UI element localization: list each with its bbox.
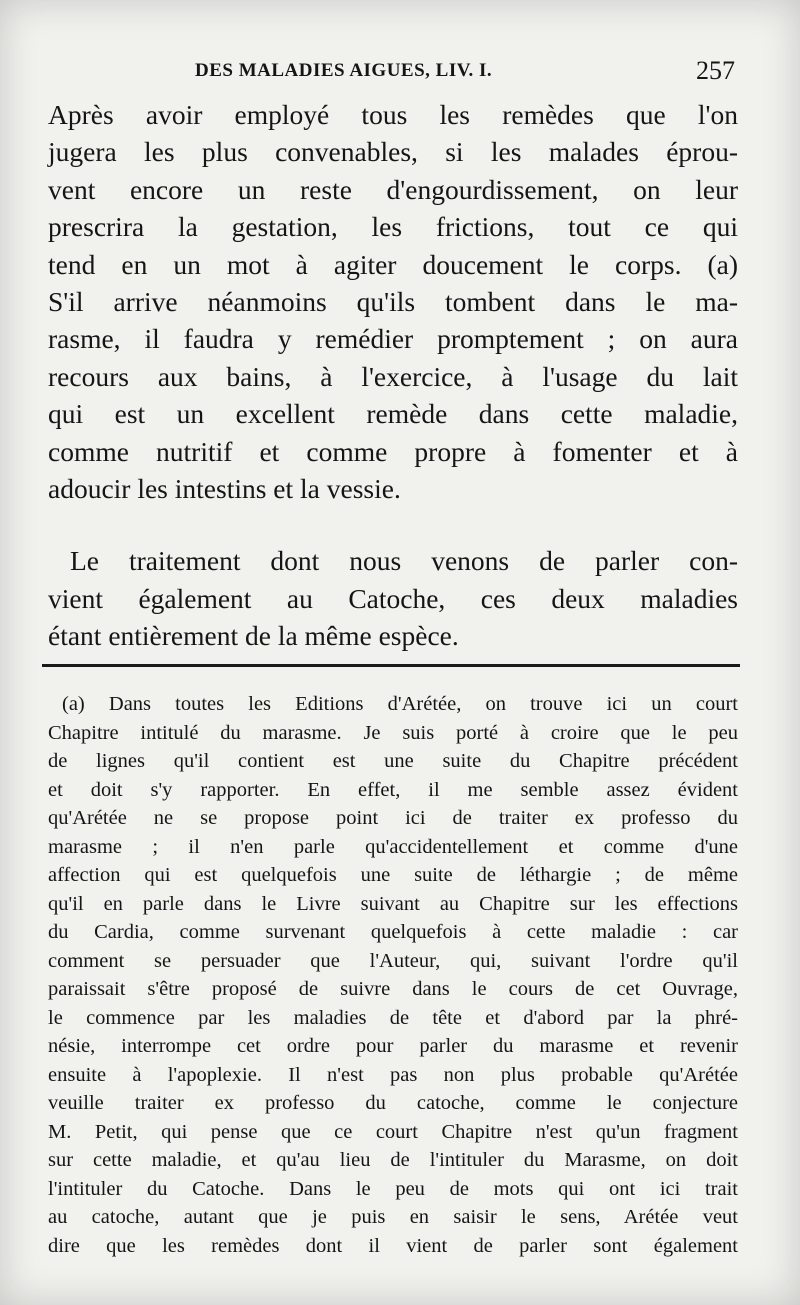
text-line: rasme, il faudra y remédier promptement ; on aura [48, 323, 738, 355]
footnote-line: qu'Arétée ne se propose point ici de traiter ex professo du [48, 807, 738, 829]
footnote-line: Chapitre intitulé du marasme. Je suis porté à croire que le peu [48, 721, 738, 744]
text-line: vient également au Catoche, ces deux maladies [48, 582, 738, 614]
text-line: étant entièrement de la même espèce. [48, 620, 459, 652]
footnote-rule [42, 664, 740, 667]
footnote-line: ensuite à l'apoplexie. Il n'est pas non plus probable qu'Arétée [48, 1063, 738, 1086]
paragraph-2 [48, 542, 738, 654]
footnote-line: et doit s'y rapporter. En effet, il me semble assez évident [48, 778, 738, 801]
footnote-line: de lignes qu'il contient est une suite du Chapitre précédent [48, 750, 738, 772]
text-line: jugera les plus convenables, si les malades éprou- [48, 136, 738, 168]
text-line: prescrira la gestation, les frictions, tout ce qui [48, 211, 738, 243]
footnote-line: marasme ; il n'en parle qu'accidentellement et comme d'une [48, 835, 738, 858]
footnote-line: comment se persuader que l'Auteur, qui, suivant l'ordre qu'il [48, 949, 738, 972]
running-title: DES MALADIES AIGUES, LIV. I. [195, 60, 493, 81]
text-line: adoucir les intestins et la vessie. [48, 472, 401, 504]
footnote-line: du Cardia, comme survenant quelquefois à cette maladie : car [48, 921, 738, 943]
footnote-line: affection qui est quelquefois une suite de léthargie ; de même [48, 864, 738, 886]
text-line: Après avoir employé tous les remèdes que l'on [48, 99, 738, 130]
text-line: recours aux bains, à l'exercice, à l'usage du lait [48, 360, 738, 392]
footnote-line: sur cette maladie, et qu'au lieu de l'intituler du Marasme, on doit [48, 1149, 738, 1171]
running-head [195, 56, 755, 86]
footnote-line: qu'il en parle dans le Livre suivant au Chapitre sur les effections [48, 892, 738, 915]
paragraph-1 [48, 96, 738, 507]
footnote-line: l'intituler du Catoche. Dans le peu de mots qui ont ici trait [48, 1177, 738, 1200]
footnote-line: paraissait s'être proposé de suivre dans le cours de cet Ouvrage, [48, 978, 738, 1000]
footnote [48, 690, 738, 1260]
footnote-line: dire que les remèdes dont il vient de parler sont également [48, 1234, 738, 1257]
footnote-line: au catoche, autant que je puis en saisir le sens, Arétée veut [48, 1206, 738, 1228]
footnote-line: le commence par les maladies de tête et d'abord par la phré- [48, 1006, 738, 1029]
text-line: comme nutritif et comme propre à fomenter et à [48, 435, 738, 467]
text-line: qui est un excellent remède dans cette maladie, [48, 398, 738, 430]
text-line: Le traitement dont nous venons de parler con- [70, 545, 738, 577]
text-line: tend en un mot à agiter doucement le corps. (a) [48, 248, 738, 280]
text-line: S'il arrive néanmoins qu'ils tombent dans le ma- [48, 285, 738, 317]
main-text [48, 96, 738, 654]
footnote-line: veuille traiter ex professo du catoche, comme le conjecture [48, 1092, 738, 1114]
text-line: vent encore un reste d'engourdissement, on leur [48, 173, 738, 205]
page-number: 257 [696, 56, 735, 85]
footnote-line: (a) Dans toutes les Editions d'Arétée, on trouve ici un court [62, 693, 738, 715]
footnote-line: nésie, interrompe cet ordre pour parler du marasme et revenir [48, 1035, 738, 1057]
footnote-line: M. Petit, qui pense que ce court Chapitre n'est qu'un fragment [48, 1120, 738, 1143]
